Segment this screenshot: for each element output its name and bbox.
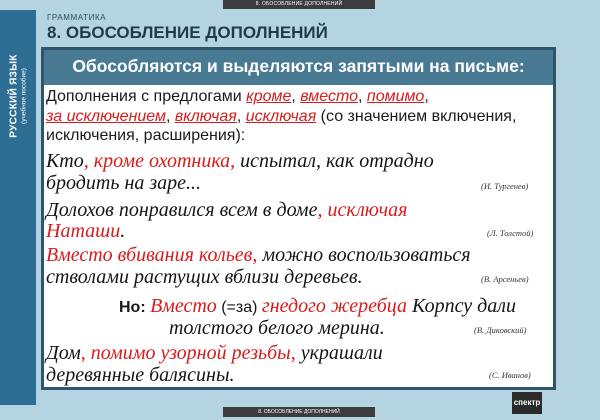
intro-part: , [291, 88, 301, 105]
example-3-line-2: стволами растущих вблизи деревьев. [46, 266, 363, 288]
keyword: помимо [366, 88, 425, 105]
intro-part: , [165, 107, 175, 125]
keyword: вместо [300, 88, 358, 105]
contrast-example-line-1 [119, 295, 516, 319]
example-text: украшали [295, 342, 383, 364]
header [36, 10, 600, 46]
publisher-info [545, 393, 597, 413]
example-3-line-1 [46, 244, 471, 266]
keyword: за исключением [46, 107, 166, 125]
contrast-example-author: (В. Диковский) [474, 325, 527, 335]
keyword: кроме [246, 88, 292, 105]
contrast-example-line-2: толстого белого мерина. [169, 317, 385, 339]
example-text: Кто [46, 150, 84, 172]
example-text: испытал, как отрадно [235, 150, 434, 172]
page-title: 8. ОБОСОБЛЕНИЕ ДОПОЛНЕНИЙ [47, 23, 328, 42]
sidebar-subject: РУССКИЙ ЯЗЫК [8, 54, 20, 138]
example-2-line-2 [46, 220, 125, 242]
example-highlight: Вместо [150, 295, 217, 317]
example-3-author: (В. Арсеньев) [481, 274, 529, 284]
keyword: исключая [245, 107, 317, 125]
sidebar-subtitle: (учебное пособие) [20, 68, 28, 124]
example-4-author: (С. Иванов) [489, 370, 531, 380]
example-4-line-1 [46, 342, 383, 364]
top-tab-label: 8. ОБОСОБЛЕНИЕ ДОПОЛНЕНИЙ [223, 0, 375, 9]
example-2-line-1 [46, 199, 407, 221]
content-panel [41, 85, 556, 390]
example-1-line-2: бродить на заре... [46, 172, 202, 194]
sidebar-vertical-text [9, 54, 28, 137]
example-1-author: (И. Тургенев) [481, 181, 529, 191]
example-highlight: , помимо узорной резьбы, [80, 342, 296, 364]
example-text: Долохов понравился всем в доме [46, 199, 318, 221]
intro-part: , [236, 107, 246, 125]
intro-text [46, 87, 546, 146]
example-text: . [120, 220, 126, 242]
example-highlight: гнедого жеребца [261, 295, 408, 317]
intro-part: Дополнения с предлогами [46, 88, 247, 105]
example-highlight: , исключая [317, 199, 408, 221]
publisher-logo: спектр [512, 392, 542, 414]
sidebar [0, 10, 36, 415]
keyword: включая [174, 107, 237, 125]
intro-part: (со значением включения, исключения, расширения): [46, 107, 517, 144]
rule-text: Обособляются и выделяются запятыми на письме: [72, 56, 525, 76]
example-highlight: Наташи [46, 220, 121, 242]
section-label: ГРАММАТИКА [47, 13, 107, 22]
example-highlight: Вместо вбивания кольев, [46, 244, 258, 266]
bottom-tab-label: 8. ОБОСОБЛЕНИЕ ДОПОЛНЕНИЙ [223, 407, 375, 417]
example-text: Дом [46, 342, 81, 364]
example-highlight: , кроме охотника, [83, 150, 236, 172]
contrast-label: Но: [119, 299, 146, 316]
example-text: Корпсу дали [407, 295, 517, 317]
example-text: можно воспользоваться [257, 244, 471, 266]
rule-bar [41, 47, 556, 85]
example-1-line-1 [46, 150, 434, 172]
intro-part: , [424, 88, 429, 105]
example-text: (=за) [216, 299, 262, 316]
intro-part: , [358, 88, 367, 105]
example-2-author: (Л. Толстой) [487, 228, 534, 238]
example-4-line-2: деревянные балясины. [46, 364, 235, 386]
